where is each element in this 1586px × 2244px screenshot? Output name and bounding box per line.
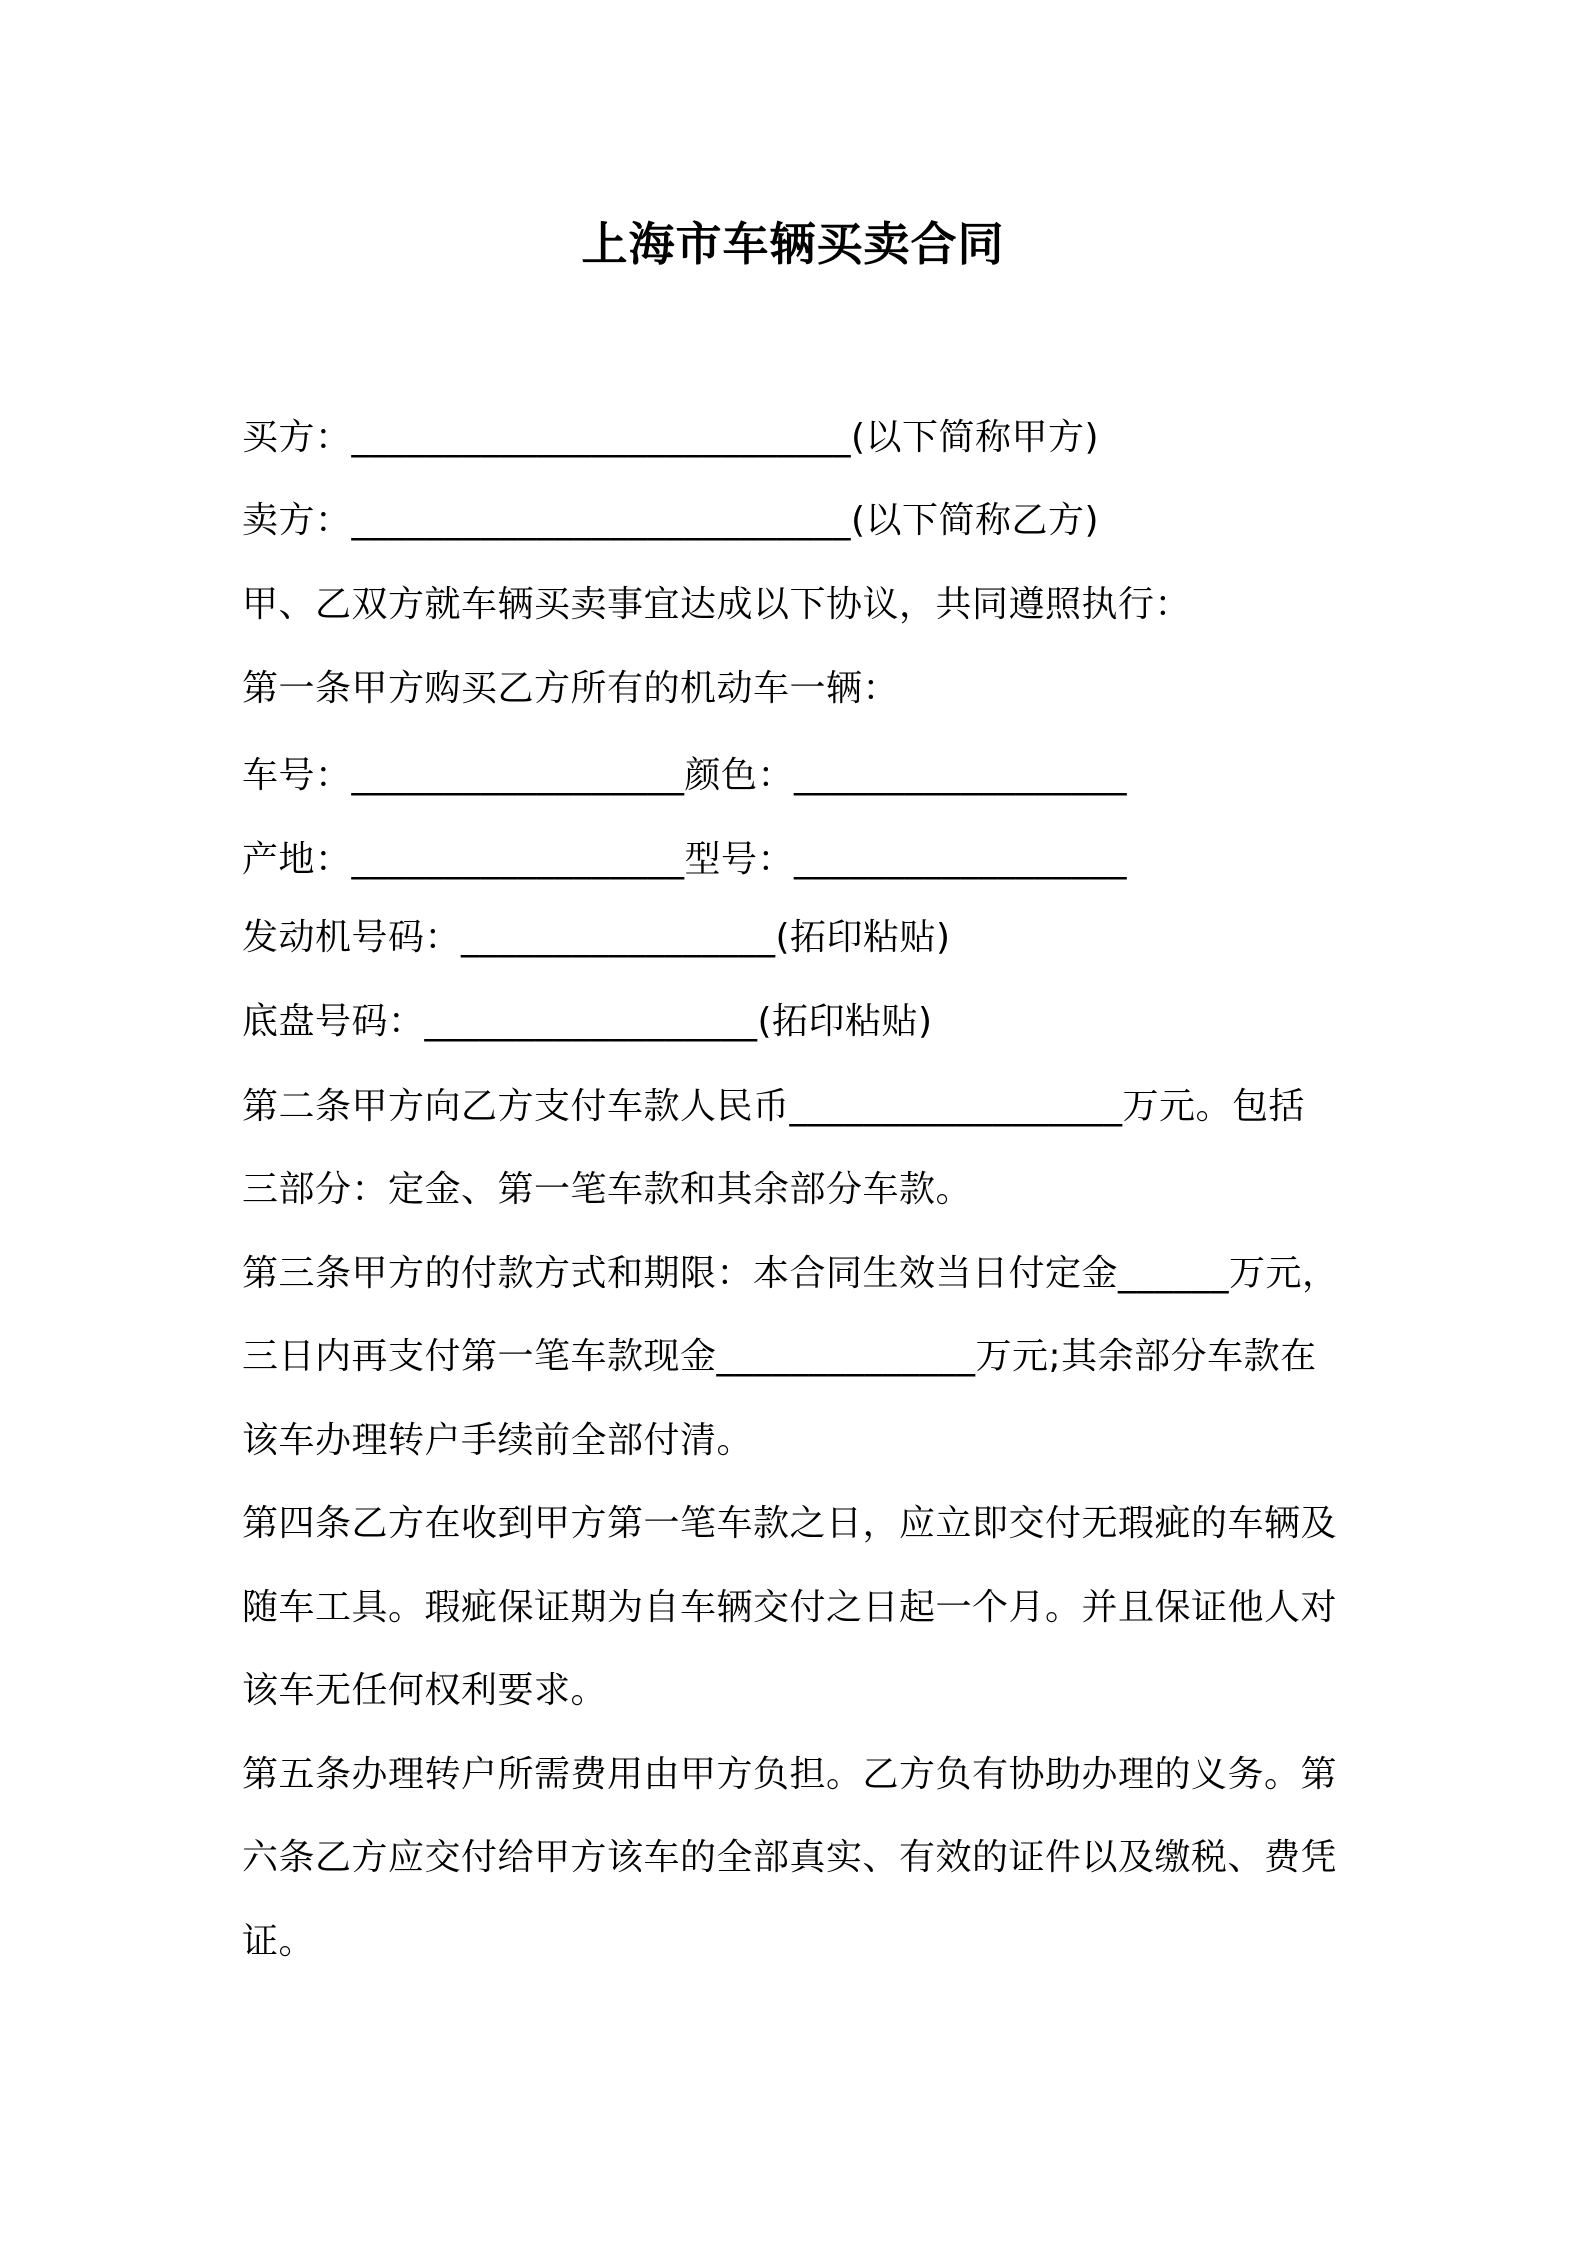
article-4-line-2: 随车工具。瑕疵保证期为自车辆交付之日起一个月。并且保证他人对 <box>242 1587 1338 1628</box>
article-2-line-1: 第二条甲方向乙方支付车款人民币__________________万元。包括 <box>242 1086 1306 1127</box>
chassis-number-line: 底盘号码：__________________(拓印粘贴) <box>242 1001 933 1042</box>
page-title: 上海市车辆买卖合同 <box>581 217 1005 271</box>
article-5-line-3: 证。 <box>242 1921 316 1962</box>
agreement-intro: 甲、乙双方就车辆买卖事宜达成以下协议，共同遵照执行： <box>242 584 1192 625</box>
article-5-line-1: 第五条办理转户所需费用由甲方负担。乙方负有协助办理的义务。第 <box>242 1754 1338 1795</box>
article-4-line-3: 该车无任何权利要求。 <box>242 1670 608 1711</box>
buyer-line: 买方：___________________________(以下简称甲方) <box>242 417 1100 458</box>
article-4-line-1: 第四条乙方在收到甲方第一笔车款之日，应立即交付无瑕疵的车辆及 <box>242 1503 1338 1544</box>
article-5-line-2: 六条乙方应交付给甲方该车的全部真实、有效的证件以及缴税、费凭 <box>242 1837 1338 1878</box>
origin-model-line: 产地：__________________型号：__________________ <box>242 839 1128 880</box>
engine-number-line: 发动机号码：_________________(拓印粘贴) <box>242 917 951 958</box>
article-3-line-1: 第三条甲方的付款方式和期限：本合同生效当日付定金______万元， <box>242 1253 1339 1294</box>
plate-color-line: 车号：__________________颜色：__________________ <box>242 755 1128 796</box>
article-3-line-3: 该车办理转户手续前全部付清。 <box>242 1420 754 1461</box>
article-1: 第一条甲方购买乙方所有的机动车一辆： <box>242 668 900 709</box>
seller-line: 卖方：___________________________(以下简称乙方) <box>242 500 1100 541</box>
article-2-line-2: 三部分：定金、第一笔车款和其余部分车款。 <box>242 1169 973 1210</box>
article-3-line-2: 三日内再支付第一笔车款现金______________万元;其余部分车款在 <box>242 1336 1317 1377</box>
